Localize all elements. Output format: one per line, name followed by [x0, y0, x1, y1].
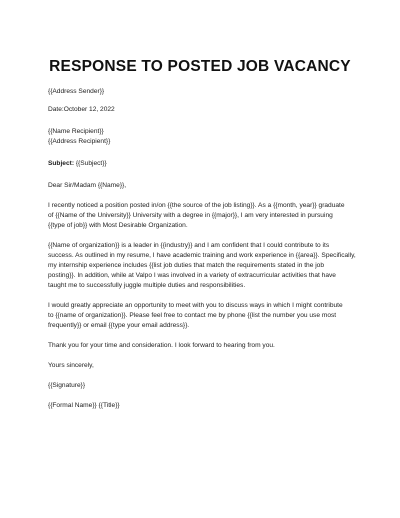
- document-title: RESPONSE TO POSTED JOB VACANCY: [49, 58, 351, 75]
- subject-value: {{Subject}}: [74, 160, 107, 167]
- subject-label: Subject:: [48, 160, 75, 167]
- paragraph2-line: my internship experience includes {{list job duties that match the requirements stated in the job: [48, 262, 324, 269]
- paragraph1-line: I recently noticed a position posted in/on {{the source of the job listing}}. As a {{month, year}} graduate: [48, 202, 345, 209]
- subject-line: [48, 159, 368, 169]
- letter-date: Date:October 12, 2022: [48, 106, 115, 113]
- formal-name-title: {{Formal Name}} {{Title}}: [48, 402, 120, 409]
- address-sender: {{Address Sender}}: [48, 88, 105, 95]
- paragraph2-line: taught me to successfully juggle multiple duties and responsibilities.: [48, 282, 246, 289]
- signature: {{Signature}}: [48, 382, 86, 389]
- paragraph1-line: of {{Name of the University}} University with a degree in {{major}}, I am very interested in pursuing: [48, 212, 333, 219]
- letter-body: [48, 87, 368, 411]
- thanks-line: Thank you for your time and consideration. I look forward to hearing from you.: [48, 342, 275, 349]
- paragraph3-line: to {{name of organization}}. Please feel free to contact me by phone {{list the number you use most: [48, 312, 337, 319]
- recipient-name: {{Name Recipient}}: [48, 128, 104, 135]
- paragraph2-line: {{Name of organization}} is a leader in {{industry}} and I am confident that I could contribute to its: [48, 242, 330, 249]
- salutation: Dear Sir/Madam {{Name}},: [48, 182, 127, 189]
- paragraph3-line: frequently}} or email {{type your email address}}.: [48, 322, 190, 329]
- paragraph2-line: success. As outlined in my resume, I have academic training and work experience in {{area}}. Specifically,: [48, 252, 356, 259]
- paragraph3-line: I would greatly appreciate an opportunity to meet with you to discuss ways in which I might contribute: [48, 302, 343, 309]
- paragraph1-line: {{type of job}} with Most Desirable Organization.: [48, 222, 188, 229]
- recipient-address: {{Address Recipient}}: [48, 138, 111, 145]
- paragraph2-line: posting}}. In addition, while at Valpo I was involved in a variety of extracurricular activities that have: [48, 272, 336, 279]
- closing: Yours sincerely,: [48, 362, 94, 369]
